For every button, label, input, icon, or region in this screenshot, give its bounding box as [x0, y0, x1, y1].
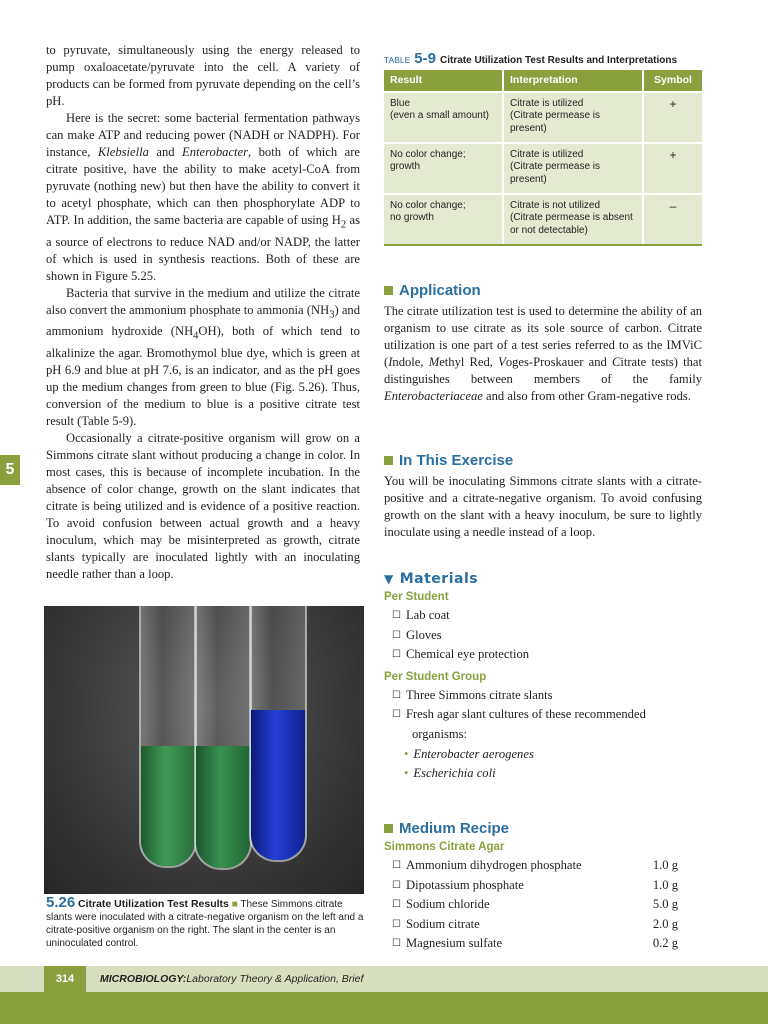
list-item: ☐ Three Simmons citrate slants	[392, 686, 702, 706]
figure-title: Citrate Utilization Test Results	[77, 898, 229, 910]
footer-book-title: MICROBIOLOGY: Laboratory Theory & Application, Brief	[100, 973, 364, 985]
body-paragraph-3: Bacteria that survive in the medium and utilize the citrate also convert the ammonium phosphate to ammonia $(NH_3)$ and ammonium hydroxide $(NH_4OH)$, both of which tend to alkalinize the agar. Bromothymol blue dye, which is green at pH 6.9 and blue at pH 7.6, is an indicator, and as the pH goes up the medium changes from green to blue (Fig. 5.26). Thus, conversion of the medium to blue is a positive citrate test result (Table 5-9).	[46, 285, 360, 428]
caption-square-icon: ■	[231, 899, 238, 910]
exercise-heading: In This Exercise	[384, 452, 702, 469]
list-item-continuation: organisms:	[412, 726, 468, 741]
chapter-tab: 5	[0, 455, 20, 485]
square-icon	[384, 286, 393, 295]
list-item: ☐ Dipotassium phosphate 1.0 g	[392, 876, 702, 896]
tube-left	[139, 606, 197, 868]
figure-text: These Simmons citrate slants were inoculated with a citrate-negative organism on the left and a citrate-positive organism on the right. The slant in the center is an uninoculated control.	[46, 899, 364, 949]
checkbox-icon: ☐	[392, 649, 401, 661]
results-table	[384, 70, 702, 246]
body-paragraph-4: Occasionally a citrate-positive organism will grow on a Simmons citrate slant without producing a change in color. In most cases, this is because of incomplete incubation. In the absence of color change, growth on the slant indicates that citrate is being utilized and is evidence of a positive reaction. To avoid confusion between actual growth and a heavy inoculum, which may be misinterpreted as growth, citrate slants typically are inoculated lightly with an inoculating needle rather than a loop.	[46, 430, 360, 581]
bullet-icon: •	[404, 746, 409, 761]
square-icon	[384, 824, 393, 833]
medium-heading: Medium Recipe	[384, 820, 702, 837]
exercise-text: You will be inoculating Simmons citrate slants with a citrate-positive and a citrate-negative organism. To avoid confusing growth on the slant with a heavy inoculum, be sure to lightly inoculate using a needle instead of a loop.	[384, 474, 702, 539]
bullet-icon: •	[404, 766, 409, 781]
application-text: The citrate utilization test is used to determine the ability of an organism to use citrate as its sole source of carbon. Citrate utilization is one part of a test series referred to as the IMViC (Indole, Methyl Red, Voges-Proskauer and Citrate tests) that distinguishes between members of the family Enterobacteriaceae and also from other Gram-negative rods.	[384, 304, 702, 403]
table-row: Blue (even a small amount) Citrate is utilized (Citrate permease is present) +	[384, 92, 702, 143]
checkbox-icon: ☐	[392, 918, 401, 930]
body-paragraph-2: Here is the secret: some bacterial fermentation pathways can make ATP and reducing power (NADH or NADPH). For instance, Klebsiella and Enterobacter, both of which are citrate positive, have the ability to make acetyl-CoA from pyruvate (nothing new) but then have the ability to convert it to acetyl phosphate, which can then phosphorylate ADP to ATP. In addition, the same bacteria are capable of using $H_2$ as a source of electrons to reduce NAD and/or NADP, the latter of which is used in synthesis reactions. Both of these are shown in Figure 5.25.	[46, 111, 361, 283]
checkbox-icon: ☐	[392, 709, 401, 721]
medium-sub-label: Simmons Citrate Agar	[384, 841, 505, 853]
checkbox-icon: ☐	[392, 938, 401, 950]
organisms-list	[384, 745, 702, 784]
header-interpretation: Interpretation	[503, 70, 643, 92]
list-item: ☐ Sodium citrate 2.0 g	[392, 915, 702, 935]
tube-right	[249, 606, 307, 862]
list-item: ☐ Sodium chloride 5.0 g	[392, 895, 702, 915]
per-group-label: Per Student Group	[384, 670, 487, 683]
list-item: ☐ Chemical eye protection	[392, 645, 702, 665]
body-paragraph-1: to pyruvate, simultaneously using the energy released to pump oxaloacetate/pyruvate into the cell. A variety of products can be formed from pyruvate depending on the cell’s pH.	[46, 43, 360, 108]
materials-heading: ▼ Materials	[384, 571, 479, 587]
list-item: • Enterobacter aerogenes	[404, 746, 534, 761]
figure-caption	[46, 896, 364, 950]
list-item: ☐ Ammonium dihydrogen phosphate 1.0 g	[392, 856, 702, 876]
per-student-label: Per Student	[384, 591, 449, 603]
figure-photo-test-tubes	[44, 606, 364, 894]
medium-section	[384, 820, 702, 960]
left-column	[46, 42, 360, 583]
list-item: ☐ Lab coat	[392, 606, 702, 626]
checkbox-icon: ☐	[392, 610, 401, 621]
footer-band	[0, 992, 768, 1024]
table-row: No color change; growth Citrate is utilized (Citrate permease is present) +	[384, 143, 702, 194]
checkbox-icon: ☐	[392, 879, 401, 891]
tube-center	[194, 606, 252, 870]
exercise-section	[384, 452, 702, 541]
square-icon	[384, 456, 393, 465]
header-symbol: Symbol	[643, 70, 702, 92]
table-row: No color change; no growth Citrate is not utilized (Citrate permease is absent or not detectable) –	[384, 194, 702, 245]
figure-number: 5.26	[46, 894, 76, 911]
medium-ingredients-list	[384, 856, 702, 954]
checkbox-icon: ☐	[392, 689, 401, 701]
checkbox-icon: ☐	[392, 629, 401, 641]
application-section	[384, 282, 702, 405]
checkbox-icon: ☐	[392, 899, 401, 911]
list-item: ☐ Fresh agar slant cultures of these recommended	[392, 705, 702, 725]
triangle-down-icon: ▼	[384, 572, 394, 586]
table-title: TABLE 5-9 Citrate Utilization Test Results and Interpretations	[384, 50, 678, 67]
application-heading: Application	[384, 282, 702, 299]
student-materials-list	[384, 606, 702, 665]
list-item: ☐ Magnesium sulfate 0.2 g	[392, 934, 702, 954]
page-number: 314	[44, 966, 86, 992]
checkbox-icon: ☐	[392, 860, 401, 871]
list-item: • Escherichia coli	[404, 766, 496, 781]
header-result: Result	[384, 70, 503, 92]
list-item: ☐ Gloves	[392, 626, 702, 646]
group-materials-list	[384, 686, 702, 745]
materials-section	[384, 571, 702, 784]
